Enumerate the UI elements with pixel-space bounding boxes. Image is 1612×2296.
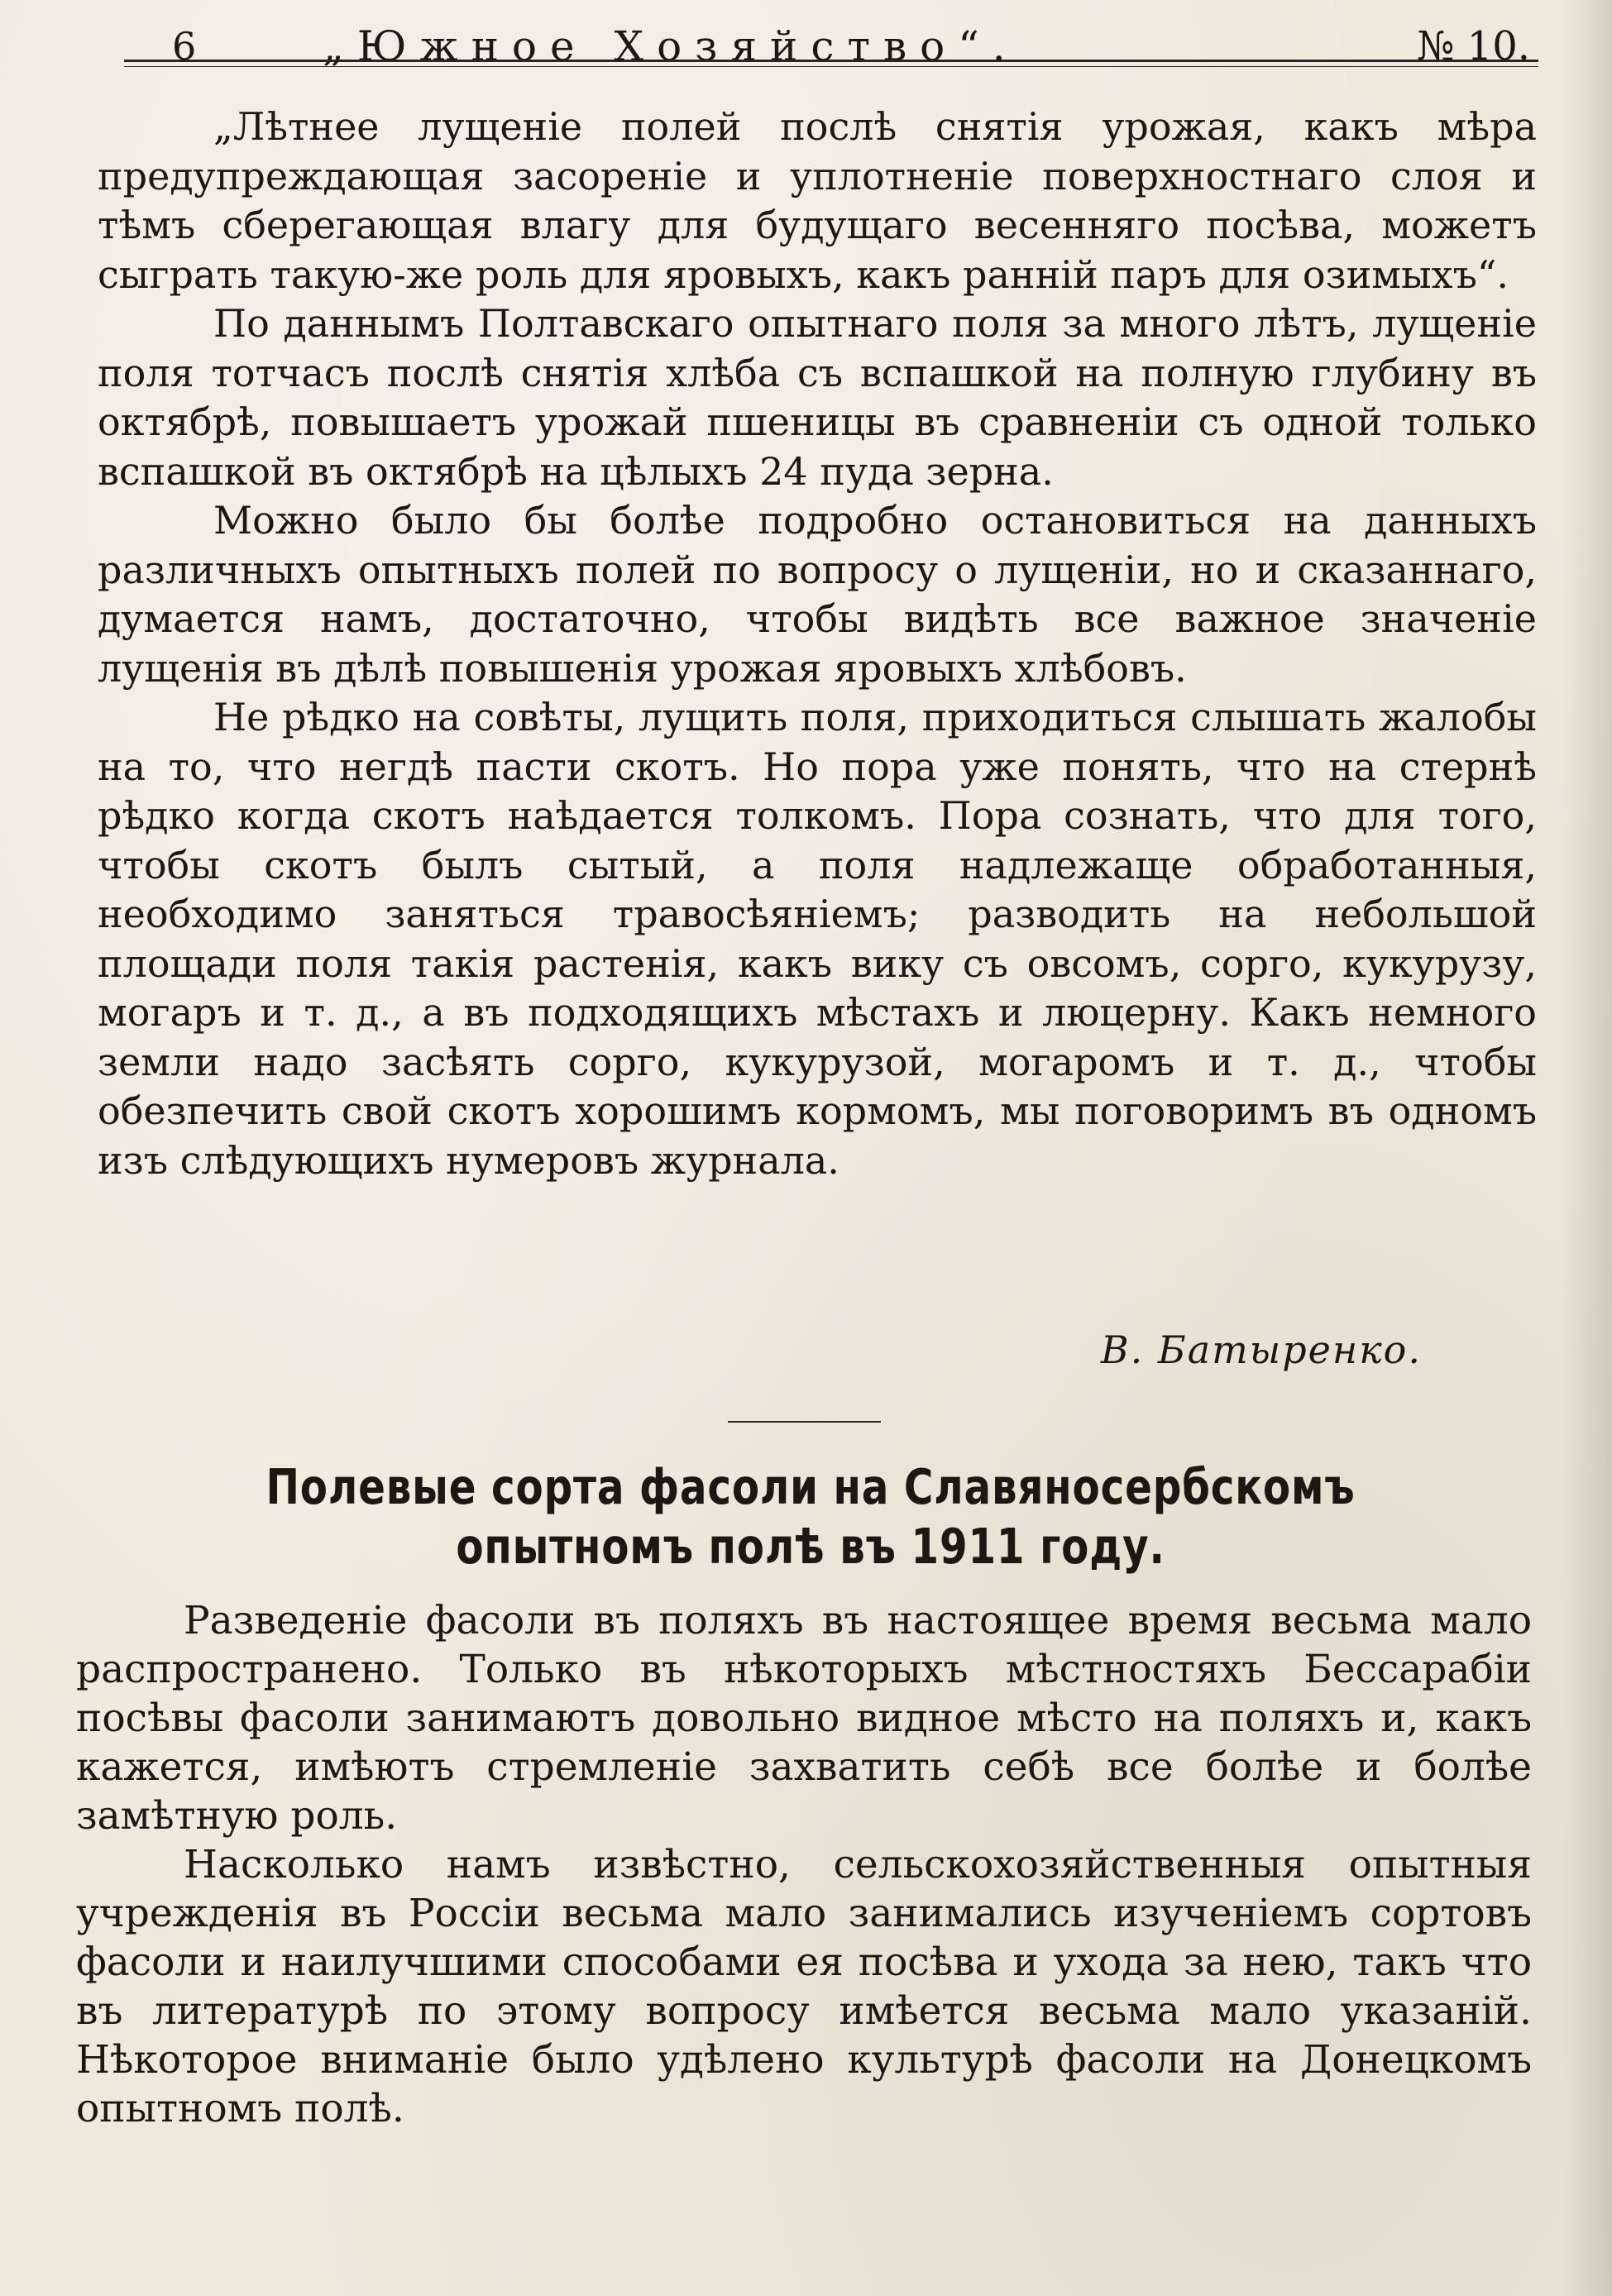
article-continuation <box>98 103 1537 1185</box>
article-paragraph: По даннымъ Полтавскаго опытнаго поля за много лѣтъ, лущеніе поля тотчасъ послѣ снятія хлѣба съ вспашкой на полную глубину въ октябрѣ, повышаетъ урожай пшеницы въ сравненіи съ одной только вспашкой въ октябрѣ на цѣлыхъ 24 пуда зерна. <box>98 301 1537 494</box>
issue-number: № 10. <box>1416 23 1530 69</box>
article-paragraph: Разведеніе фасоли въ поляхъ въ настоящее время весьма мало распространено. Только въ нѣкоторыхъ мѣстностяхъ Бессарабіи посѣвы фасоли занимаютъ довольно видное мѣсто на поляхъ и, какъ кажется, имѣютъ стремленіе захватить себѣ все болѣе и болѣе замѣтную роль. <box>76 1598 1532 1839</box>
header-rule <box>124 60 1538 62</box>
article-heading: Полевые сорта фасоли на Славяносербскомъ опытномъ полѣ въ 1911 году. <box>265 1458 1356 1575</box>
article-body <box>76 1596 1532 2133</box>
page-header <box>124 23 1530 69</box>
article-paragraph: „Лѣтнее лущеніе полей послѣ снятія урожая, какъ мѣра предупреждающая засореніе и уплотненіе поверхностнаго слоя и тѣмъ сберегающая влагу для будущаго весенняго посѣва, можетъ сыграть такую-же роль для яровыхъ, какъ ранній паръ для озимыхъ“. <box>98 104 1537 297</box>
page-number: 6 <box>172 24 197 69</box>
header-rule-thin <box>124 66 1538 67</box>
article-paragraph: Не рѣдко на совѣты, лущить поля, приходиться слышать жалобы на то, что негдѣ пасти скотъ. Но пора уже понять, что на стернѣ рѣдко когда скотъ наѣдается толкомъ. Пора сознать, что для того, чтобы скотъ былъ сытый, а поля надлежаще обработанныя, необходимо заняться травосѣяніемъ; разводить на небольшой площади поля такія растенія, какъ вику съ овсомъ, сорго, кукурузу, могаръ и т. д., а въ подходящихъ мѣстахъ и люцерну. Какъ немного земли надо засѣять сорго, кукурузой, могаромъ и т. д., чтобы обезпечить свой скотъ хорошимъ кормомъ, мы поговоримъ въ одномъ изъ слѣдующихъ нумеровъ журнала. <box>98 695 1537 1183</box>
journal-title: „Южное Хозяйство“. <box>323 22 1019 70</box>
section-divider <box>728 1421 881 1423</box>
article-paragraph: Можно было бы болѣе подробно остановиться на данныхъ различныхъ опытныхъ полей по вопросу о лущеніи, но и сказаннаго, думается намъ, достаточно, чтобы видѣть все важное значеніе лущенія въ дѣлѣ повышенія урожая яровыхъ хлѣбовъ. <box>98 498 1537 691</box>
author-signature: В. Батыренко. <box>1100 1327 1422 1372</box>
page-edge-shadow <box>1562 0 1612 2296</box>
article-paragraph: Насколько намъ извѣстно, сельскохозяйственныя опытныя учрежденія въ Россіи весьма мало занимались изученіемъ сортовъ фасоли и наилучшими способами ея посѣва и ухода за нею, такъ что въ литературѣ по этому вопросу имѣется весьма мало указаній. Нѣкоторое вниманіе было удѣлено культурѣ фасоли на Донецкомъ опытномъ полѣ. <box>76 1842 1532 2131</box>
